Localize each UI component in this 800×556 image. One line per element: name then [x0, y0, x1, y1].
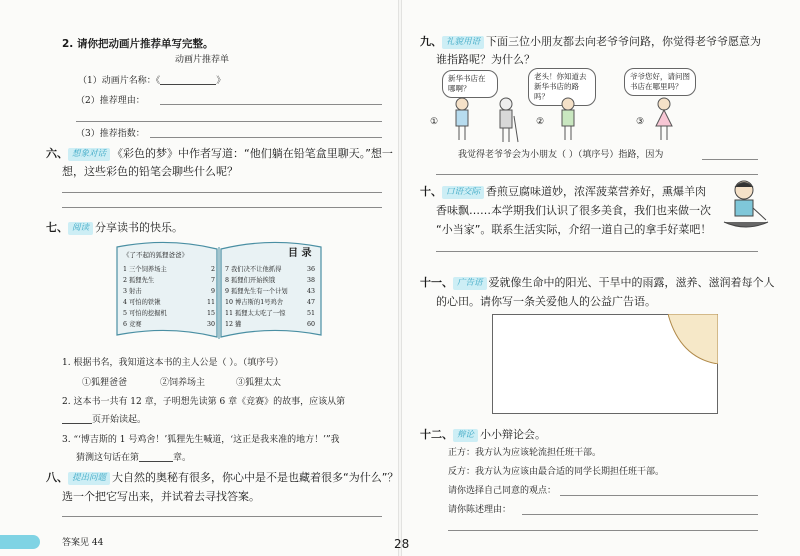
toc-item: 9 狐狸先生有一个计划 43	[225, 288, 315, 295]
q7-s1: 1. 根据书名，我知道这本书的主人公是（ ）。（填序号）	[62, 358, 284, 368]
q6-tag: 想象对话	[68, 148, 110, 161]
q12-zheng: 正方：我方认为应该轮流担任班干部。	[448, 448, 602, 458]
q9-answer: 我觉得老爷爷会为小朋友（ ）（填序号）指路，因为	[458, 150, 664, 160]
answer-line[interactable]	[560, 495, 758, 496]
q2-name-label: （1）动画片名称：《 》	[78, 76, 226, 86]
mark-2: ②	[536, 117, 545, 127]
q2-title: 2. 请你把动画片推荐单写完整。	[62, 38, 214, 50]
toc-item: 6 竞赛 30	[123, 321, 215, 328]
board-corner-decoration	[668, 314, 718, 364]
q8-line1: 八、 提出问题 大自然的奥秘有很多，你心中是不是也藏着很多“为什么”？	[46, 471, 399, 484]
toc-left-column	[123, 264, 215, 330]
q7-opt-2[interactable]: ②饲养场主	[160, 378, 206, 388]
q7-s2a: 2. 这本书一共有 12 章，子明想先读第 6 章《竞赛》的故事，应该从第	[62, 397, 346, 407]
q10-line3: “小当家”。联系生活实际，介绍一道自己的拿手好菜吧！	[436, 223, 712, 236]
mark-3: ③	[636, 117, 645, 127]
q6-line1: 六、 想象对话 《彩色的梦》中作者写道：“他们躺在铅笔盒里聊天。”想一	[46, 147, 393, 160]
q12-choose: 请你选择自己同意的观点：	[448, 486, 557, 496]
q2-reason-label: （2）推荐理由：	[76, 96, 145, 106]
toc-item: 8 狐狸们开始挨饿 38	[225, 277, 315, 284]
answer-line[interactable]	[62, 207, 382, 208]
answer-line[interactable]	[448, 530, 758, 531]
answer-line[interactable]	[76, 121, 382, 122]
answer-line[interactable]	[522, 514, 758, 515]
q6-line2: 想，这些彩色的铅笔会聊些什么呢？	[62, 165, 238, 178]
answer-line[interactable]	[702, 159, 758, 160]
footer-tab	[0, 535, 40, 549]
q12-fan: 反方：我方认为应该由最合适的同学长期担任班干部。	[448, 467, 665, 477]
speech-bubble-3: 爷爷您好，请问图书店在哪里吗？	[624, 68, 696, 96]
q10-line1: 十、 口语交际 香煎豆腐味道妙，浓浑菠菜营养好，熏爆羊肉	[420, 185, 707, 198]
toc-item: 12 獾 60	[225, 321, 315, 328]
q12-reason: 请你陈述理由：	[448, 505, 512, 515]
answer-line[interactable]	[62, 192, 382, 193]
q11-line1: 十一、 广告语 爱就像生命中的阳光、干旱中的雨露，滋养、滋润着每个人	[420, 276, 775, 289]
toc-title: 目 录	[288, 248, 312, 259]
q7-s2b-row: 页开始读起。	[62, 413, 146, 426]
q7-heading: 七、 阅读 分享读书的快乐。	[46, 221, 184, 234]
page-number: 28	[394, 537, 410, 551]
q9-tag: 礼貌用语	[442, 36, 484, 49]
q9-line1: 九、 礼貌用语 下面三位小朋友都去向老爷爷问路，你觉得老爷爷愿意为	[420, 35, 762, 48]
q7-tag: 阅读	[68, 222, 93, 235]
speech-bubble-1: 新华书店在哪啊？	[442, 70, 498, 98]
toc-item: 7 我们决不让他抓得 36	[225, 266, 315, 273]
q7-opt-3[interactable]: ③狐狸太太	[236, 378, 282, 388]
q11-line2: 的心田。请你写一条关爱他人的公益广告语。	[436, 295, 656, 308]
mark-1: ①	[430, 117, 439, 127]
answer-reference: 答案见 44	[62, 538, 104, 548]
q11-tag: 广告语	[453, 277, 487, 290]
toc-item: 10 博吉斯的1号鸡舍 47	[225, 299, 315, 306]
q10-tag: 口语交际	[442, 186, 484, 199]
cooking-boy-icon	[720, 178, 772, 236]
left-page	[0, 0, 398, 556]
q7-s3b-row: 猜测这句话在第 章。	[76, 453, 192, 463]
book-contents-illustration	[113, 237, 325, 341]
answer-line[interactable]	[150, 137, 382, 138]
q7-s3a: 3. “‘博吉斯的 1 号鸡舍！’狐狸先生喊道，‘这正是我来准的地方！’”我	[62, 435, 340, 445]
q2-index-label: （3）推荐指数：	[76, 129, 145, 139]
q10-line2: 香味飘……本学期我们认识了很多美食，我们也来做一次	[436, 204, 711, 217]
q12-tag: 辩论	[453, 429, 478, 442]
toc-item: 5 可怕的挖掘机 15	[123, 310, 215, 317]
q12-heading: 十二、 辩论 小小辩论会。	[420, 428, 547, 441]
answer-line[interactable]	[62, 516, 382, 517]
right-page	[394, 0, 800, 556]
toc-item: 4 可怕的铁锹 11	[123, 299, 215, 306]
toc-item: 2 狐狸先生 7	[123, 277, 215, 284]
children-grandpa-illustration	[442, 96, 702, 144]
answer-line[interactable]	[160, 104, 382, 105]
q9-line2: 谁指路呢？为什么？	[436, 53, 535, 66]
q7-opt-1[interactable]: ①狐狸爸爸	[82, 378, 128, 388]
toc-item: 11 狐狸太太吃了一惊 51	[225, 310, 315, 317]
toc-item: 3 射击 9	[123, 288, 215, 295]
toc-item: 1 三个饲养场主 2	[123, 266, 215, 273]
q8-line2: 选一个把它写出来，并试着去寻找答案。	[62, 490, 260, 503]
answer-line[interactable]	[436, 174, 758, 175]
toc-right-column	[225, 264, 315, 330]
q8-tag: 提出问题	[68, 472, 110, 485]
answer-line[interactable]	[436, 251, 758, 252]
q2-form-title: 动画片推荐单	[175, 55, 230, 65]
slogan-writing-board[interactable]	[492, 314, 718, 414]
speech-bubble-2: 老头！你知道去新华书店的路吗？	[528, 68, 596, 106]
book-title: 《了不起的狐狸爸爸》	[123, 251, 188, 259]
